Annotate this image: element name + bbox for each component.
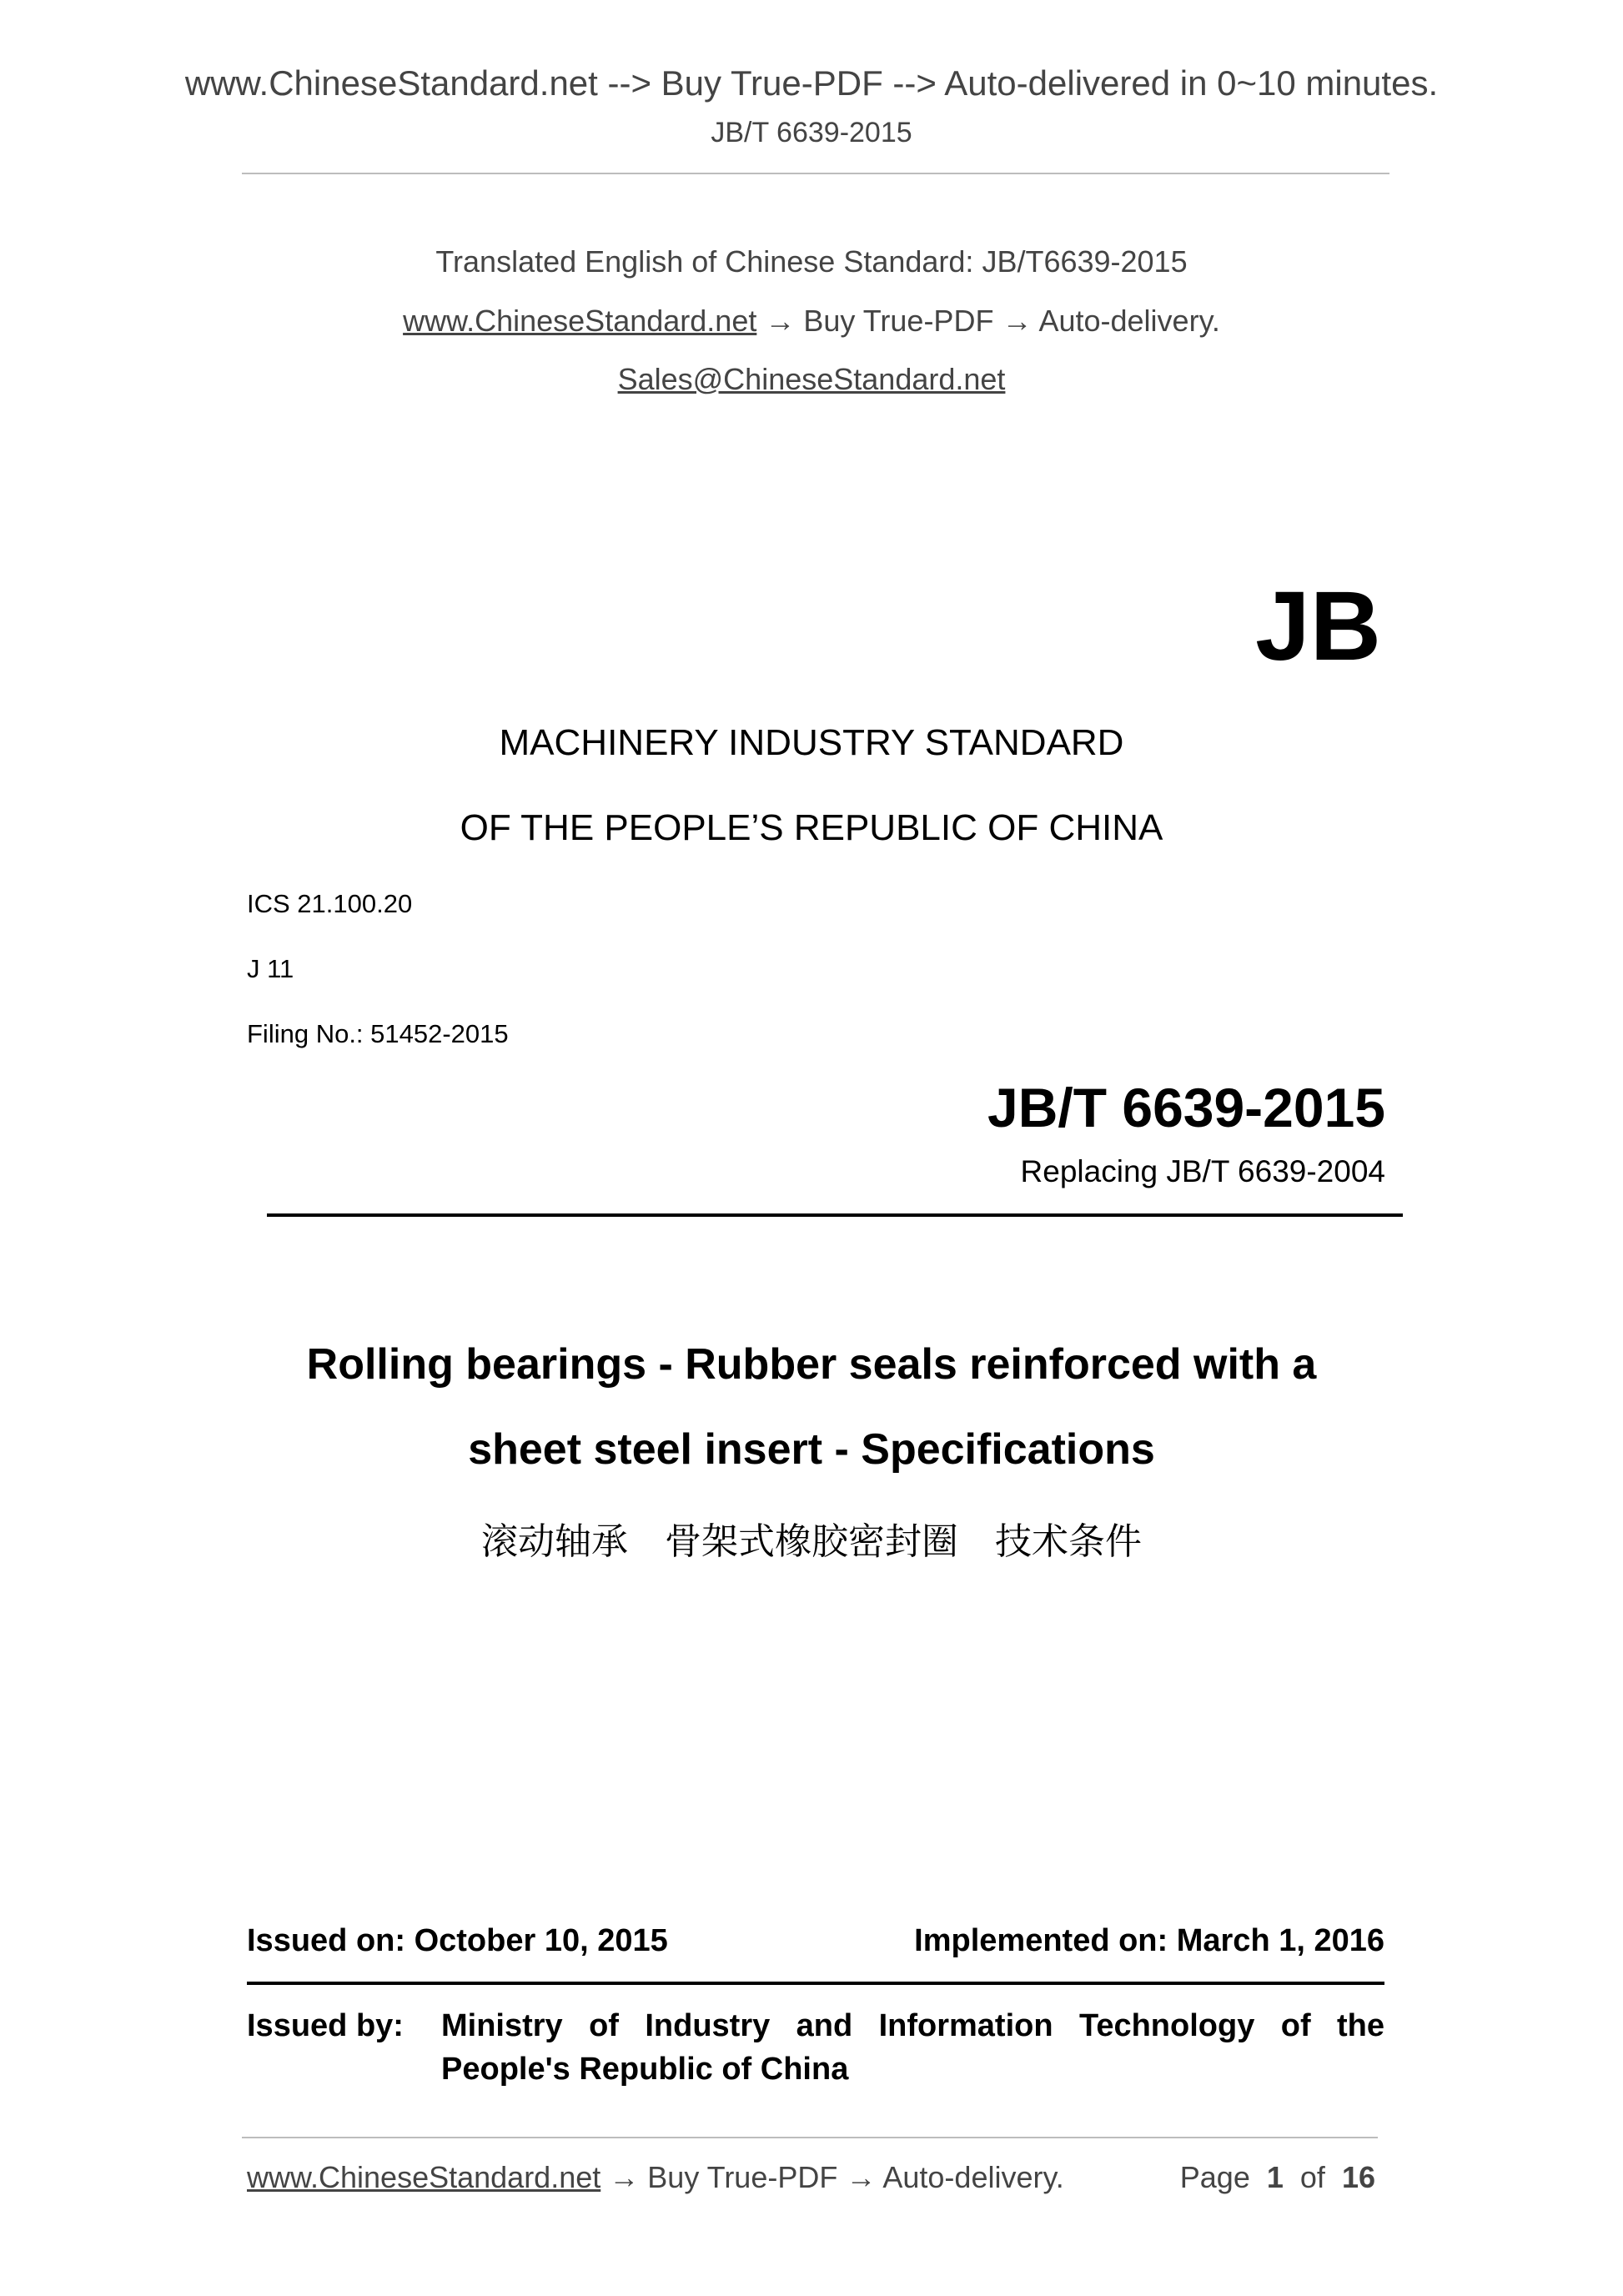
arrow-icon: → [1002, 304, 1033, 338]
standard-number: JB/T 6639-2015 [987, 1077, 1385, 1138]
page-total: 16 [1341, 2160, 1375, 2194]
implemented-date: Implemented on: March 1, 2016 [914, 1923, 1384, 1958]
page-number: 1 [1266, 2160, 1284, 2194]
arrow-icon: → [765, 304, 796, 338]
issued-date: Issued on: October 10, 2015 [247, 1923, 668, 1958]
standard-title-line2: OF THE PEOPLE’S REPUBLIC OF CHINA [460, 807, 1163, 848]
issued-by-label: Issued by: [247, 2008, 404, 2043]
of-label: of [1299, 2160, 1325, 2194]
doc-title-line2: sheet steel insert - Specifications [468, 1425, 1155, 1474]
standard-title-line1: MACHINERY INDUSTRY STANDARD [499, 722, 1124, 763]
dates-divider [247, 1982, 1384, 1985]
footer-delivery-text: Auto-delivery. [882, 2160, 1064, 2194]
email-link[interactable]: Sales@ChineseStandard.net [617, 362, 1006, 396]
buy-text: Buy True-PDF [803, 304, 994, 338]
footer-buy-text: Buy True-PDF [647, 2160, 838, 2194]
arrow-icon: → [609, 2160, 640, 2194]
doc-title-chinese: 滚动轴承 骨架式橡胶密封圈 技术条件 [481, 1520, 1142, 1563]
page-indicator [1180, 2160, 1375, 2195]
ics-code: ICS 21.100.20 [247, 889, 413, 918]
translated-line: Translated English of Chinese Standard: JB/T6639-2015 [435, 244, 1188, 279]
email-line [0, 362, 1623, 397]
page-label: Page [1179, 2160, 1250, 2194]
delivery-text: Auto-delivery. [1038, 304, 1220, 338]
jb-logo: JB [1255, 571, 1381, 681]
intro-buy-line [0, 304, 1623, 339]
ccs-code: J 11 [247, 954, 294, 983]
header-banner: www.ChineseStandard.net --> Buy True-PDF --> Auto-delivered in 0~10 minutes. [184, 63, 1439, 103]
doc-title-line1: Rolling bearings - Rubber seals reinforced with a [306, 1340, 1317, 1389]
site-link[interactable]: www.ChineseStandard.net [403, 304, 757, 338]
header-code: JB/T 6639-2015 [711, 117, 912, 148]
footer-buy-line [247, 2160, 1064, 2195]
issuer-line1: Ministry of Industry and Information Technology of the [441, 2008, 1384, 2043]
issuer-line2: People's Republic of China [441, 2052, 849, 2087]
header-divider [242, 173, 1389, 174]
title-divider [267, 1213, 1403, 1217]
arrow-icon: → [846, 2160, 877, 2194]
filing-number: Filing No.: 51452-2015 [247, 1019, 509, 1048]
replacing-note: Replacing JB/T 6639-2004 [1020, 1154, 1385, 1188]
footer-divider [242, 2137, 1378, 2138]
footer-site-link[interactable]: www.ChineseStandard.net [247, 2160, 601, 2194]
